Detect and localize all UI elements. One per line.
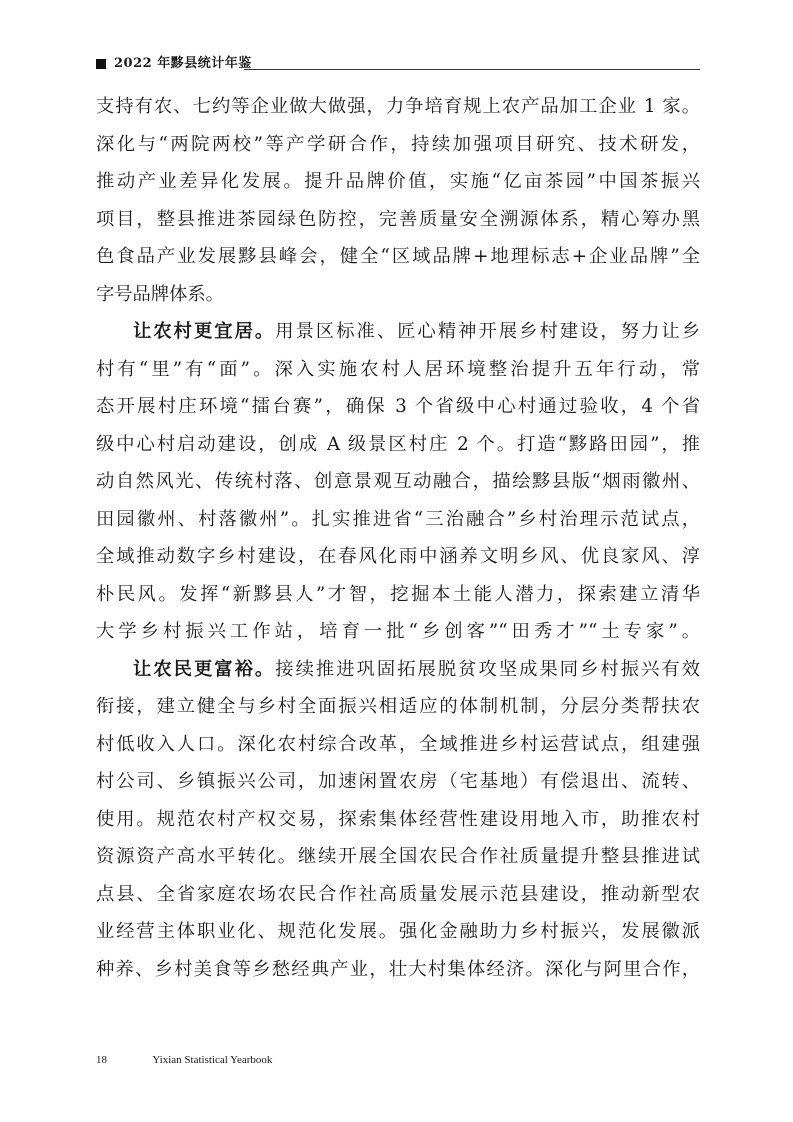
- page-number: 18: [96, 1054, 107, 1066]
- paragraph-lead-heading: 让农民更富裕。: [133, 658, 276, 680]
- paragraph: [96, 88, 700, 313]
- text-line: 动自然风光、传统村落、创意景观互动融合，描绘黟县版“烟雨徽州、: [96, 471, 700, 492]
- text-segment: 接续推进巩固拓展脱贫攻坚成果同乡村振兴有效: [275, 658, 700, 680]
- text-line: [96, 651, 700, 689]
- text-line: 田园徽州、村落徽州”。扎实推进省“三治融合”乡村治理示范试点，: [96, 508, 700, 530]
- text-line: 全域推动数字乡村建设，在春风化雨中涵养文明乡风、优良家风、淳: [96, 546, 700, 567]
- text-segment: 用景区标准、匠心精神开展乡村建设，努力让乡: [275, 321, 700, 342]
- text-line: 种养、乡村美食等乡愁经典产业，壮大村集体经济。深化与阿里合作，: [96, 958, 700, 980]
- text-line: 资源资产高水平转化。继续开展全国农民合作社质量提升整县推进试: [96, 846, 700, 867]
- text-line: 深化与“两院两校”等产学研合作，持续加强项目研究、技术研发，: [96, 133, 700, 155]
- paragraph-lead-heading: 让农村更宜居。: [133, 321, 276, 342]
- text-line: 衔接，建立健全与乡村全面振兴相适应的体制机制，分层分类帮扶农: [96, 696, 700, 717]
- text-line: 点县、全省家庭农场农民合作社高质量发展示范县建设，推动新型农: [96, 883, 700, 905]
- paragraph: [96, 313, 700, 651]
- text-line: [96, 313, 700, 351]
- text-line: 态开展村庄环境“擂台赛”，确保 3 个省级中心村通过验收，4 个省: [96, 396, 700, 417]
- page-footer: [96, 1050, 272, 1070]
- text-line: 支持有农、七约等企业做大做强，力争培育规上农产品加工企业 1 家。: [96, 96, 700, 117]
- text-line: 推动产业差异化发展。提升品牌价值，实施“亿亩茶园”中国茶振兴: [96, 171, 700, 192]
- text-line: 字号品牌体系。: [96, 283, 224, 305]
- text-line: 色食品产业发展黟县峰会，健全“区域品牌+地理标志+企业品牌”全: [96, 246, 700, 267]
- text-line: 项目，整县推进茶园绿色防控，完善质量安全溯源体系，精心筹办黑: [96, 208, 700, 230]
- text-line: 大学乡村振兴工作站，培育一批“乡创客”“田秀才”“土专家”。: [96, 621, 700, 642]
- text-line: 朴民风。发挥“新黟县人”才智，挖掘本土能人潜力，探索建立清华: [96, 583, 700, 605]
- publication-name: Yixian Statistical Yearbook: [152, 1054, 273, 1066]
- running-header: [96, 50, 700, 78]
- text-line: 业经营主体职业化、规范化发展。强化金融助力乡村振兴，发展徽派: [96, 921, 700, 942]
- text-line: 使用。规范农村产权交易，探索集体经营性建设用地入市，助推农村: [96, 808, 700, 830]
- text-line: 村有“里”有“面”。深入实施农村人居环境整治提升五年行动，常: [96, 358, 700, 380]
- header-title: 2022 年黟县统计年鉴: [114, 56, 252, 71]
- header-square-marker: [96, 59, 106, 69]
- body-text: [96, 88, 700, 988]
- text-line: 村公司、乡镇振兴公司，加速闲置农房（宅基地）有偿退出、流转、: [96, 771, 700, 792]
- paragraph: [96, 651, 700, 989]
- text-line: 级中心村启动建设，创成 A 级景区村庄 2 个。打造“黟路田园”，推: [96, 433, 700, 455]
- text-line: 村低收入人口。深化农村综合改革，全域推进乡村运营试点，组建强: [96, 733, 700, 755]
- header-rule: [244, 69, 700, 70]
